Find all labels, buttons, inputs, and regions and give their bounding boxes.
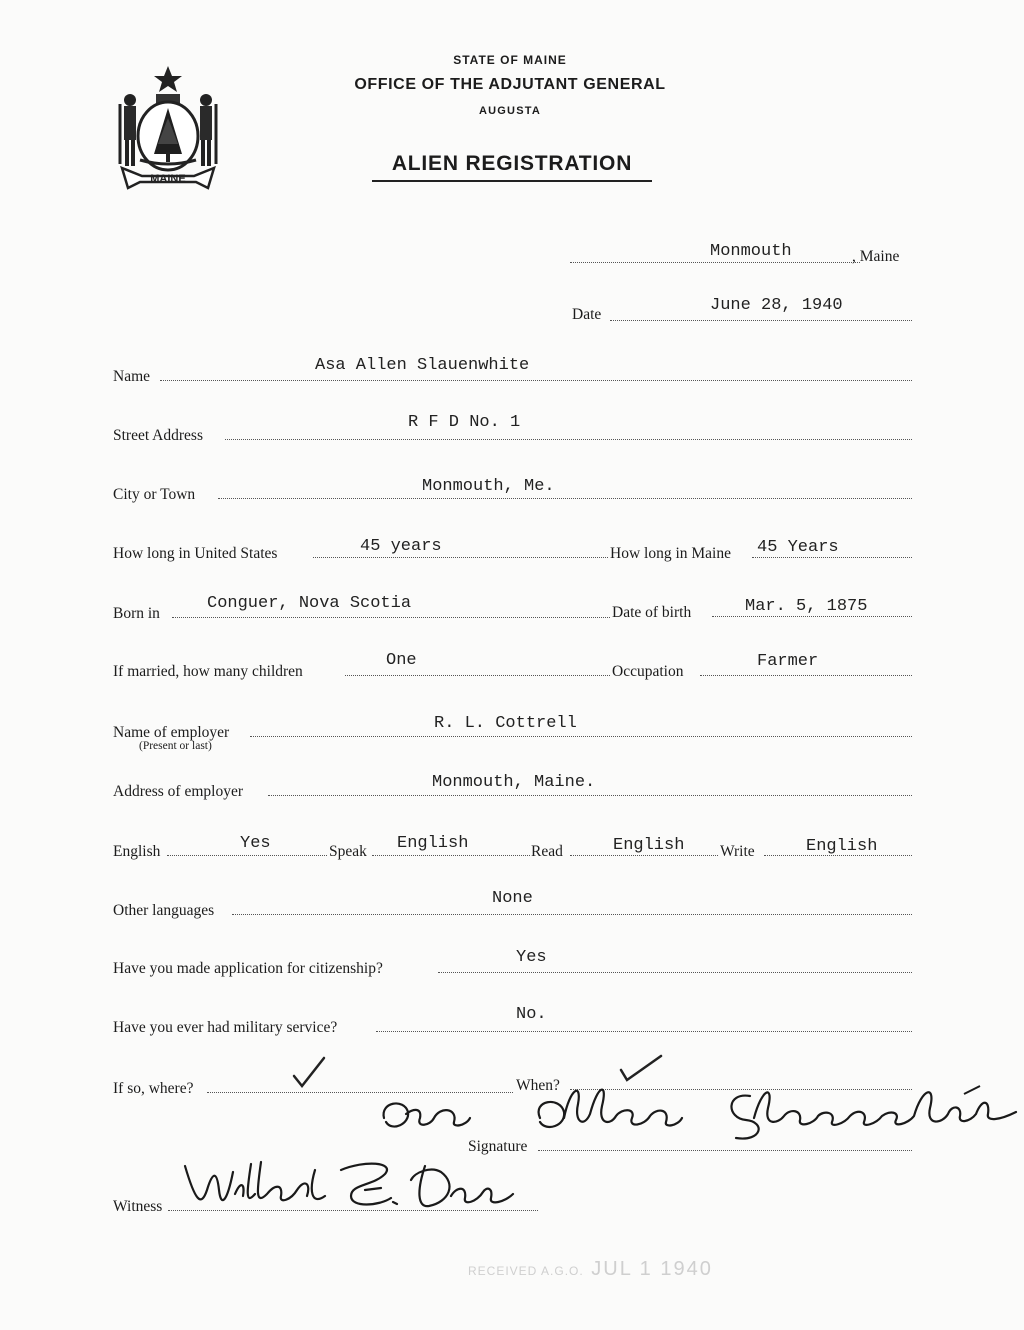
- other-languages-label: Other languages: [113, 902, 215, 919]
- write-value: English: [806, 837, 878, 856]
- employer-address-label: Address of employer: [113, 783, 243, 800]
- maine-seal-icon: [112, 64, 224, 196]
- signature-line: [538, 1150, 912, 1151]
- us-duration-line: [313, 557, 608, 558]
- read-label: Read: [531, 843, 563, 860]
- city-value: Monmouth, Me.: [422, 477, 555, 496]
- street-label: Street Address: [113, 427, 203, 444]
- employer-sublabel: (Present or last): [139, 740, 212, 752]
- children-line: [345, 675, 610, 676]
- signature-label: Signature: [468, 1138, 528, 1155]
- received-stamp: [468, 1258, 713, 1281]
- header-state: STATE OF MAINE: [453, 53, 567, 67]
- date-line: [610, 320, 912, 321]
- dob-value: Mar. 5, 1875: [745, 597, 868, 616]
- town-value: Monmouth: [710, 242, 792, 261]
- date-value: June 28, 1940: [710, 296, 843, 315]
- date-label: Date: [572, 306, 602, 323]
- where-label: If so, where?: [113, 1080, 194, 1097]
- received-stamp-label: RECEIVED A.G.O.: [468, 1264, 584, 1278]
- birthplace-value: Conguer, Nova Scotia: [207, 594, 412, 613]
- city-line: [218, 498, 912, 499]
- birthplace-label: Born in: [113, 605, 160, 622]
- occupation-label: Occupation: [612, 663, 684, 680]
- english-value: Yes: [240, 834, 271, 853]
- name-line: [160, 380, 912, 381]
- us-duration-label: How long in United States: [113, 545, 278, 562]
- read-value: English: [613, 836, 685, 855]
- children-label: If married, how many children: [113, 663, 303, 680]
- when-label: When?: [516, 1077, 560, 1094]
- children-value: One: [386, 651, 417, 670]
- employer-address-value: Monmouth, Maine.: [432, 773, 596, 792]
- employer-address-line: [268, 795, 912, 796]
- military-value: No.: [516, 1005, 547, 1024]
- header-city: AUGUSTA: [479, 105, 541, 117]
- employer-label: Name of employer: [113, 724, 230, 741]
- witness-signature-image: [165, 1150, 525, 1220]
- witness-label: Witness: [113, 1198, 163, 1215]
- town-line: [570, 262, 860, 263]
- citizenship-label: Have you made application for citizenship?: [113, 960, 383, 977]
- other-languages-line: [232, 914, 912, 915]
- us-duration-value: 45 years: [360, 537, 442, 556]
- where-checkmark-icon: [290, 1054, 330, 1090]
- received-stamp-date: JUL 1 1940: [591, 1258, 713, 1280]
- speak-label: Speak: [329, 843, 367, 860]
- other-languages-value: None: [492, 889, 533, 908]
- dob-line: [712, 616, 912, 617]
- speak-line: [372, 855, 530, 856]
- write-label: Write: [720, 843, 755, 860]
- header-office: OFFICE OF THE ADJUTANT GENERAL: [354, 76, 666, 93]
- english-line: [167, 855, 327, 856]
- read-line: [570, 855, 718, 856]
- military-line: [376, 1031, 912, 1032]
- employer-value: R. L. Cottrell: [434, 714, 577, 733]
- speak-value: English: [397, 834, 469, 853]
- maine-duration-label: How long in Maine: [610, 545, 731, 562]
- name-value: Asa Allen Slauenwhite: [315, 356, 530, 375]
- state-suffix: , Maine: [852, 248, 900, 265]
- employer-line: [250, 736, 912, 737]
- street-value: R F D No. 1: [408, 413, 521, 432]
- maine-duration-line: [752, 557, 912, 558]
- seal-ribbon-text: MAINE: [150, 173, 186, 185]
- english-label: English: [113, 843, 161, 860]
- dob-label: Date of birth: [612, 604, 692, 621]
- citizenship-value: Yes: [516, 948, 547, 967]
- street-line: [225, 439, 912, 440]
- military-label: Have you ever had military service?: [113, 1019, 338, 1036]
- name-label: Name: [113, 368, 151, 385]
- citizenship-line: [438, 972, 912, 973]
- city-label: City or Town: [113, 486, 196, 503]
- occupation-value: Farmer: [757, 652, 819, 671]
- occupation-line: [700, 675, 912, 676]
- page-title: ALIEN REGISTRATION: [372, 152, 652, 182]
- maine-duration-value: 45 Years: [757, 538, 839, 557]
- birthplace-line: [172, 617, 610, 618]
